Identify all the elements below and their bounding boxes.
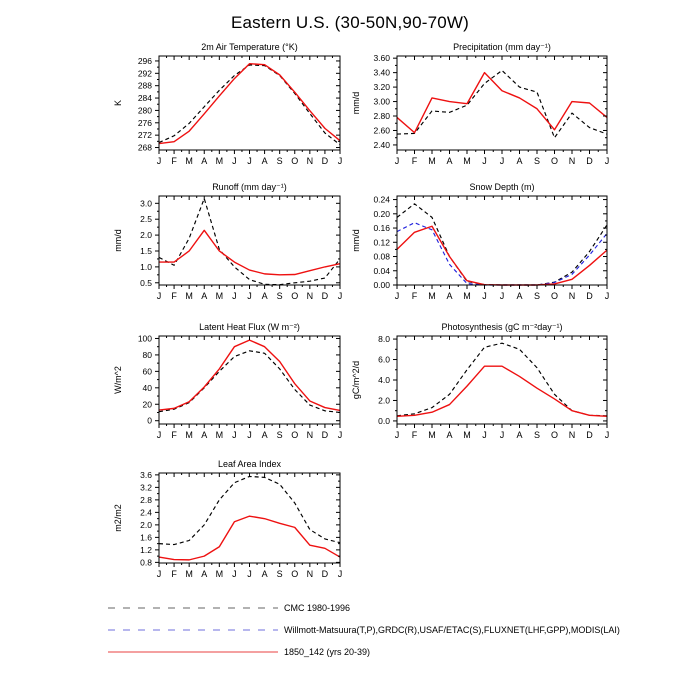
legend-dash-swatch: [108, 606, 278, 610]
y-tick-label: 268: [137, 142, 152, 153]
x-tick-label: J: [604, 156, 610, 166]
x-tick-label: J: [156, 291, 162, 301]
x-tick-label: F: [171, 156, 177, 166]
series-red-solid: [159, 516, 340, 560]
x-tick-label: F: [411, 291, 418, 301]
chart-title: Leaf Area Index: [217, 459, 282, 469]
x-tick-label: O: [291, 291, 299, 301]
chart-title: Precipitation (mm day⁻¹): [453, 42, 551, 52]
x-tick-label: N: [306, 569, 314, 579]
y-tick-label: 0.04: [373, 265, 390, 276]
x-tick-label: O: [291, 569, 299, 579]
chart-plot: [104, 316, 355, 448]
chart-title: Latent Heat Flux (W m⁻²): [199, 322, 300, 332]
x-tick-label: S: [276, 569, 283, 579]
x-tick-label: M: [185, 569, 193, 579]
x-tick-label: S: [533, 156, 541, 166]
x-tick-label: N: [568, 430, 576, 440]
x-tick-label: J: [232, 156, 237, 166]
x-tick-label: O: [291, 156, 299, 166]
x-tick-label: J: [247, 291, 252, 301]
x-tick-label: J: [232, 430, 237, 440]
x-tick-label: D: [321, 569, 329, 579]
y-tick-label: 80: [142, 349, 152, 360]
x-tick-label: S: [276, 291, 283, 301]
y-tick-label: 6.0: [378, 354, 390, 365]
x-tick-label: A: [201, 569, 208, 579]
y-tick-label: 2.4: [140, 507, 152, 518]
legend-label: CMC 1980-1996: [284, 603, 351, 613]
x-tick-label: A: [516, 291, 523, 301]
x-tick-label: M: [215, 430, 224, 440]
chart-plot: [104, 453, 355, 587]
x-tick-label: A: [261, 569, 268, 579]
y-axis-label: W/m^2: [113, 366, 123, 394]
plot-frame: [159, 336, 340, 424]
x-tick-label: A: [446, 430, 453, 440]
x-tick-label: M: [185, 291, 193, 301]
x-tick-label: M: [215, 569, 224, 579]
chart-title: Snow Depth (m): [469, 182, 535, 192]
legend-solid-swatch: [108, 650, 278, 654]
legend-label: 1850_142 (yrs 20-39): [284, 647, 371, 657]
y-tick-label: 2.8: [140, 494, 152, 505]
figure-title: Eastern U.S. (30-50N,90-70W): [230, 13, 470, 32]
chart-precipitation: [342, 36, 622, 174]
x-tick-label: J: [337, 430, 343, 440]
x-tick-label: D: [586, 291, 593, 301]
x-tick-label: F: [411, 156, 418, 166]
x-tick-label: J: [394, 291, 400, 301]
x-tick-label: M: [185, 156, 193, 166]
y-tick-label: 3.40: [373, 67, 390, 78]
x-tick-label: J: [247, 430, 252, 440]
series-black-dashed: [159, 476, 340, 544]
x-tick-label: J: [482, 430, 487, 440]
y-axis-label: mm/d: [351, 91, 361, 115]
series-red-solid: [159, 64, 340, 144]
y-axis-label: K: [113, 99, 123, 107]
chart-plot: [342, 36, 622, 174]
x-tick-label: M: [215, 156, 224, 166]
plot-frame: [397, 336, 607, 424]
chart-leaf-area-index: [104, 453, 355, 587]
y-tick-label: 0.5: [140, 277, 152, 288]
x-tick-label: A: [201, 156, 208, 166]
y-tick-label: 2.40: [373, 139, 390, 150]
series-red-solid: [159, 230, 340, 275]
chart-snow-depth: [342, 176, 622, 309]
y-tick-label: 0.16: [373, 223, 390, 234]
chart-plot: [342, 316, 622, 448]
x-tick-label: D: [586, 430, 593, 440]
x-tick-label: F: [171, 430, 177, 440]
x-tick-label: M: [215, 291, 224, 301]
legend-item-willmott: [108, 623, 620, 637]
x-tick-label: O: [550, 430, 559, 440]
y-tick-label: 3.2: [140, 482, 152, 493]
x-tick-label: J: [499, 291, 505, 301]
series-black-dashed: [397, 343, 607, 416]
x-tick-label: A: [446, 156, 453, 166]
x-tick-label: A: [201, 430, 208, 440]
x-tick-label: N: [568, 156, 576, 166]
x-tick-label: J: [604, 430, 610, 440]
y-tick-label: 3.20: [373, 82, 390, 93]
y-axis-label: gC/m^2/d: [351, 360, 361, 400]
chart-plot: [104, 36, 355, 174]
x-tick-label: N: [306, 291, 314, 301]
x-tick-label: O: [550, 291, 559, 301]
y-tick-label: 0.8: [140, 557, 152, 568]
x-tick-label: J: [499, 430, 505, 440]
axis-ticks: [393, 56, 607, 154]
x-tick-label: J: [482, 291, 487, 301]
series-black-dashed: [159, 199, 340, 285]
y-tick-label: 4.0: [378, 375, 390, 385]
axis-ticks: [155, 336, 340, 428]
y-tick-label: 8.0: [378, 334, 390, 345]
chart-plot: [104, 176, 355, 309]
y-tick-label: 0.08: [373, 251, 390, 262]
y-axis-label: mm/d: [351, 229, 361, 252]
legend-dash-swatch: [108, 628, 278, 632]
y-tick-label: 1.2: [140, 544, 152, 555]
x-tick-label: A: [261, 291, 268, 301]
y-tick-label: 3.60: [373, 53, 390, 64]
series-red-solid: [397, 226, 607, 285]
chart-2m-air-temperature: [104, 36, 355, 174]
chart-title: Photosynthesis (gC m⁻²day⁻¹): [441, 322, 563, 332]
x-tick-label: M: [185, 430, 193, 440]
x-tick-label: M: [428, 156, 436, 166]
axis-ticks: [155, 56, 340, 154]
x-tick-label: F: [171, 569, 177, 579]
x-tick-label: S: [276, 430, 283, 440]
y-tick-label: 3.00: [373, 96, 390, 107]
y-tick-label: 0: [147, 415, 152, 426]
y-tick-label: 2.60: [373, 125, 390, 136]
x-tick-label: J: [156, 569, 162, 579]
series-red-solid: [397, 366, 607, 416]
x-tick-label: M: [463, 291, 471, 301]
x-tick-label: A: [201, 291, 208, 301]
x-tick-label: J: [156, 430, 162, 440]
x-tick-label: D: [321, 291, 329, 301]
x-tick-label: J: [337, 569, 343, 579]
y-tick-label: 0.20: [373, 208, 390, 219]
x-tick-label: S: [533, 291, 541, 301]
y-tick-label: 280: [137, 105, 152, 116]
x-tick-label: A: [446, 291, 453, 301]
x-tick-label: N: [306, 430, 314, 440]
x-tick-label: J: [604, 291, 610, 301]
x-tick-label: N: [306, 156, 314, 166]
x-tick-label: D: [321, 430, 329, 440]
plot-frame: [159, 56, 340, 150]
y-tick-label: 0.0: [378, 415, 390, 426]
y-tick-label: 3.6: [140, 469, 152, 480]
x-tick-label: J: [337, 156, 343, 166]
axis-ticks: [393, 196, 607, 289]
x-tick-label: F: [171, 291, 177, 301]
chart-photosynthesis: [342, 316, 622, 448]
x-tick-label: D: [321, 156, 329, 166]
x-tick-label: J: [247, 569, 252, 579]
x-tick-label: J: [337, 291, 343, 301]
axis-ticks: [155, 196, 340, 289]
y-tick-label: 284: [137, 93, 152, 104]
y-tick-label: 0.00: [373, 280, 390, 290]
plot-frame: [397, 196, 607, 285]
x-tick-label: S: [276, 156, 283, 166]
y-tick-label: 40: [142, 382, 152, 393]
y-tick-label: 292: [137, 68, 152, 79]
x-tick-label: S: [533, 430, 541, 440]
y-tick-label: 288: [137, 80, 152, 91]
plot-frame: [159, 196, 340, 285]
y-tick-label: 0.12: [373, 237, 390, 248]
x-tick-label: J: [482, 156, 487, 166]
x-tick-label: A: [516, 430, 523, 440]
y-tick-label: 276: [137, 117, 152, 128]
x-tick-label: O: [550, 156, 559, 166]
y-tick-label: 2.0: [378, 395, 390, 406]
y-tick-label: 272: [137, 130, 152, 141]
chart-latent-heat-flux: [104, 316, 355, 448]
x-tick-label: A: [261, 430, 268, 440]
x-tick-label: D: [586, 156, 593, 166]
x-tick-label: J: [247, 156, 252, 166]
legend-item-cmc: [108, 601, 350, 615]
x-tick-label: J: [232, 569, 237, 579]
y-tick-label: 2.80: [373, 111, 390, 122]
y-tick-label: 0.24: [373, 194, 390, 205]
x-tick-label: A: [516, 156, 523, 166]
x-tick-label: J: [394, 156, 400, 166]
x-tick-label: M: [463, 430, 471, 440]
x-tick-label: J: [499, 156, 505, 166]
y-tick-label: 1.5: [140, 245, 152, 256]
y-tick-label: 2.5: [140, 214, 152, 225]
y-tick-label: 2.0: [140, 519, 152, 530]
x-tick-label: J: [232, 291, 237, 301]
series-black-dashed: [397, 204, 607, 285]
x-tick-label: M: [428, 430, 436, 440]
chart-title: Runoff (mm day⁻¹): [212, 182, 287, 192]
y-tick-label: 20: [142, 399, 152, 410]
x-tick-label: F: [411, 430, 418, 440]
x-tick-label: J: [156, 156, 162, 166]
y-axis-label: m2/m2: [113, 504, 123, 532]
y-tick-label: 1.6: [140, 532, 152, 543]
y-axis-label: mm/d: [113, 229, 123, 252]
y-tick-label: 3.0: [140, 198, 152, 209]
y-tick-label: 100: [137, 333, 152, 344]
x-tick-label: A: [261, 156, 268, 166]
x-tick-label: J: [394, 430, 400, 440]
x-tick-label: O: [291, 430, 299, 440]
chart-runoff: [104, 176, 355, 309]
y-tick-label: 2.0: [140, 230, 152, 241]
axis-ticks: [155, 473, 340, 567]
plot-frame: [397, 56, 607, 150]
axis-ticks: [393, 336, 607, 428]
y-tick-label: 1.0: [140, 261, 152, 272]
y-tick-label: 296: [137, 55, 152, 66]
x-tick-label: M: [428, 291, 436, 301]
plot-frame: [159, 473, 340, 563]
legend-item-1850-142: [108, 645, 370, 659]
chart-title: 2m Air Temperature (°K): [201, 42, 298, 52]
x-tick-label: M: [463, 156, 471, 166]
y-tick-label: 60: [142, 366, 152, 377]
x-tick-label: N: [568, 291, 576, 301]
legend-label: Willmott-Matsuura(T,P),GRDC(R),USAF/ETAC(S),FLUXNET(LHF,GPP),MODIS(LAI): [284, 625, 620, 635]
chart-plot: [342, 176, 622, 309]
series-red-solid: [397, 73, 607, 133]
